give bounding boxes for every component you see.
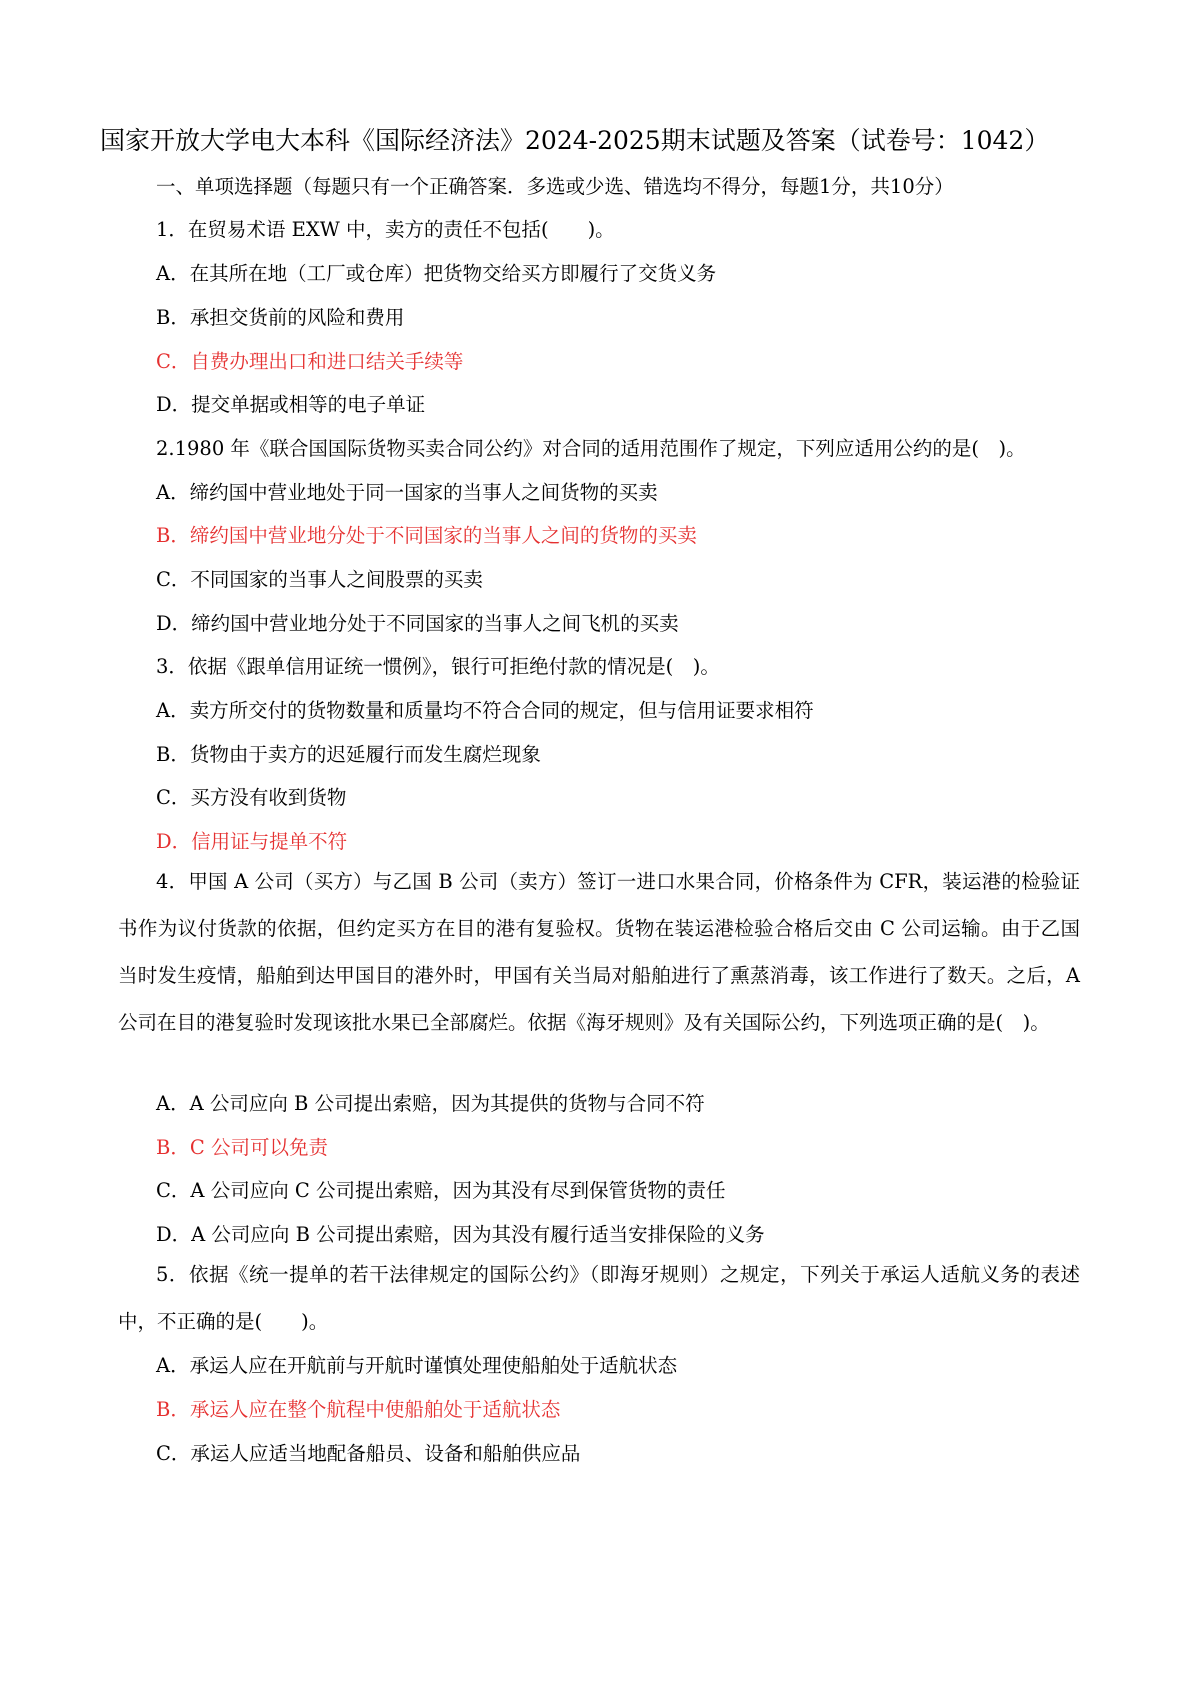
question-5-option-b-answer: B．承运人应在整个航程中使船舶处于适航状态 xyxy=(156,1398,561,1421)
question-2-option-a: A．缔约国中营业地处于同一国家的当事人之间货物的买卖 xyxy=(156,481,658,504)
question-2-stem: 2.1980 年《联合国国际货物买卖合同公约》对合同的适用范围作了规定，下列应适用公约的是( )。 xyxy=(156,437,1026,460)
question-4-option-d: D．A 公司应向 B 公司提出索赔，因为其没有履行适当安排保险的义务 xyxy=(156,1223,765,1246)
question-1-option-b: B．承担交货前的风险和费用 xyxy=(156,306,405,329)
section-heading: 一、单项选择题（每题只有一个正确答案．多选或少选、错选均不得分，每题1分，共10分） xyxy=(156,175,954,198)
question-3-option-c: C．买方没有收到货物 xyxy=(156,786,347,809)
question-3-option-a: A．卖方所交付的货物数量和质量均不符合合同的规定，但与信用证要求相符 xyxy=(156,699,814,722)
question-3-option-b: B．货物由于卖方的迟延履行而发生腐烂现象 xyxy=(156,743,541,766)
question-3-option-d-answer: D．信用证与提单不符 xyxy=(156,830,348,853)
question-4-option-b-answer: B．C 公司可以免责 xyxy=(156,1136,328,1159)
question-1-stem: 1．在贸易术语 EXW 中，卖方的责任不包括( )。 xyxy=(156,218,615,241)
question-4-option-a: A．A 公司应向 B 公司提出索赔，因为其提供的货物与合同不符 xyxy=(156,1092,705,1115)
question-4-option-c: C．A 公司应向 C 公司提出索赔，因为其没有尽到保管货物的责任 xyxy=(156,1179,726,1202)
page-title: 国家开放大学电大本科《国际经济法》2024-2025期末试题及答案（试卷号：1042） xyxy=(100,126,1050,155)
question-1-option-a: A．在其所在地（工厂或仓库）把货物交给买方即履行了交货义务 xyxy=(156,262,717,285)
question-5-option-a: A．承运人应在开航前与开航时谨慎处理使船舶处于适航状态 xyxy=(156,1354,678,1377)
question-5-stem: 5．依据《统一提单的若干法律规定的国际公约》（即海牙规则）之规定，下列关于承运人适航义务的表述中，不正确的是( )。 xyxy=(118,1263,1080,1333)
question-4-stem: 4．甲国 A 公司（买方）与乙国 B 公司（卖方）签订一进口水果合同，价格条件为 CFR，装运港的检验证书作为议付货款的依据，但约定买方在目的港有复验权。货物在装运港检验合格后交由 C 公司运输。由于乙国当时发生疫情，船舶到达甲国目的港外时，甲国有关当局对船舶进行了熏蒸消毒，该工作进行了数天。之后，A 公司在目的港复验时发现该批水果已全部腐烂。依据《海牙规则》及有关国际公约，下列选项正确的是( )。 xyxy=(118,870,1080,1034)
question-2-option-b-answer: B．缔约国中营业地分处于不同国家的当事人之间的货物的买卖 xyxy=(156,524,697,547)
question-2-option-d: D．缔约国中营业地分处于不同国家的当事人之间飞机的买卖 xyxy=(156,612,679,635)
question-1-option-d: D．提交单据或相等的电子单证 xyxy=(156,393,426,416)
question-5-option-c: C．承运人应适当地配备船员、设备和船舶供应品 xyxy=(156,1442,581,1465)
question-3-stem: 3．依据《跟单信用证统一惯例》，银行可拒绝付款的情况是( )。 xyxy=(156,655,720,678)
question-1-option-c-answer: C．自费办理出口和进口结关手续等 xyxy=(156,350,464,373)
question-2-option-c: C．不同国家的当事人之间股票的买卖 xyxy=(156,568,483,591)
